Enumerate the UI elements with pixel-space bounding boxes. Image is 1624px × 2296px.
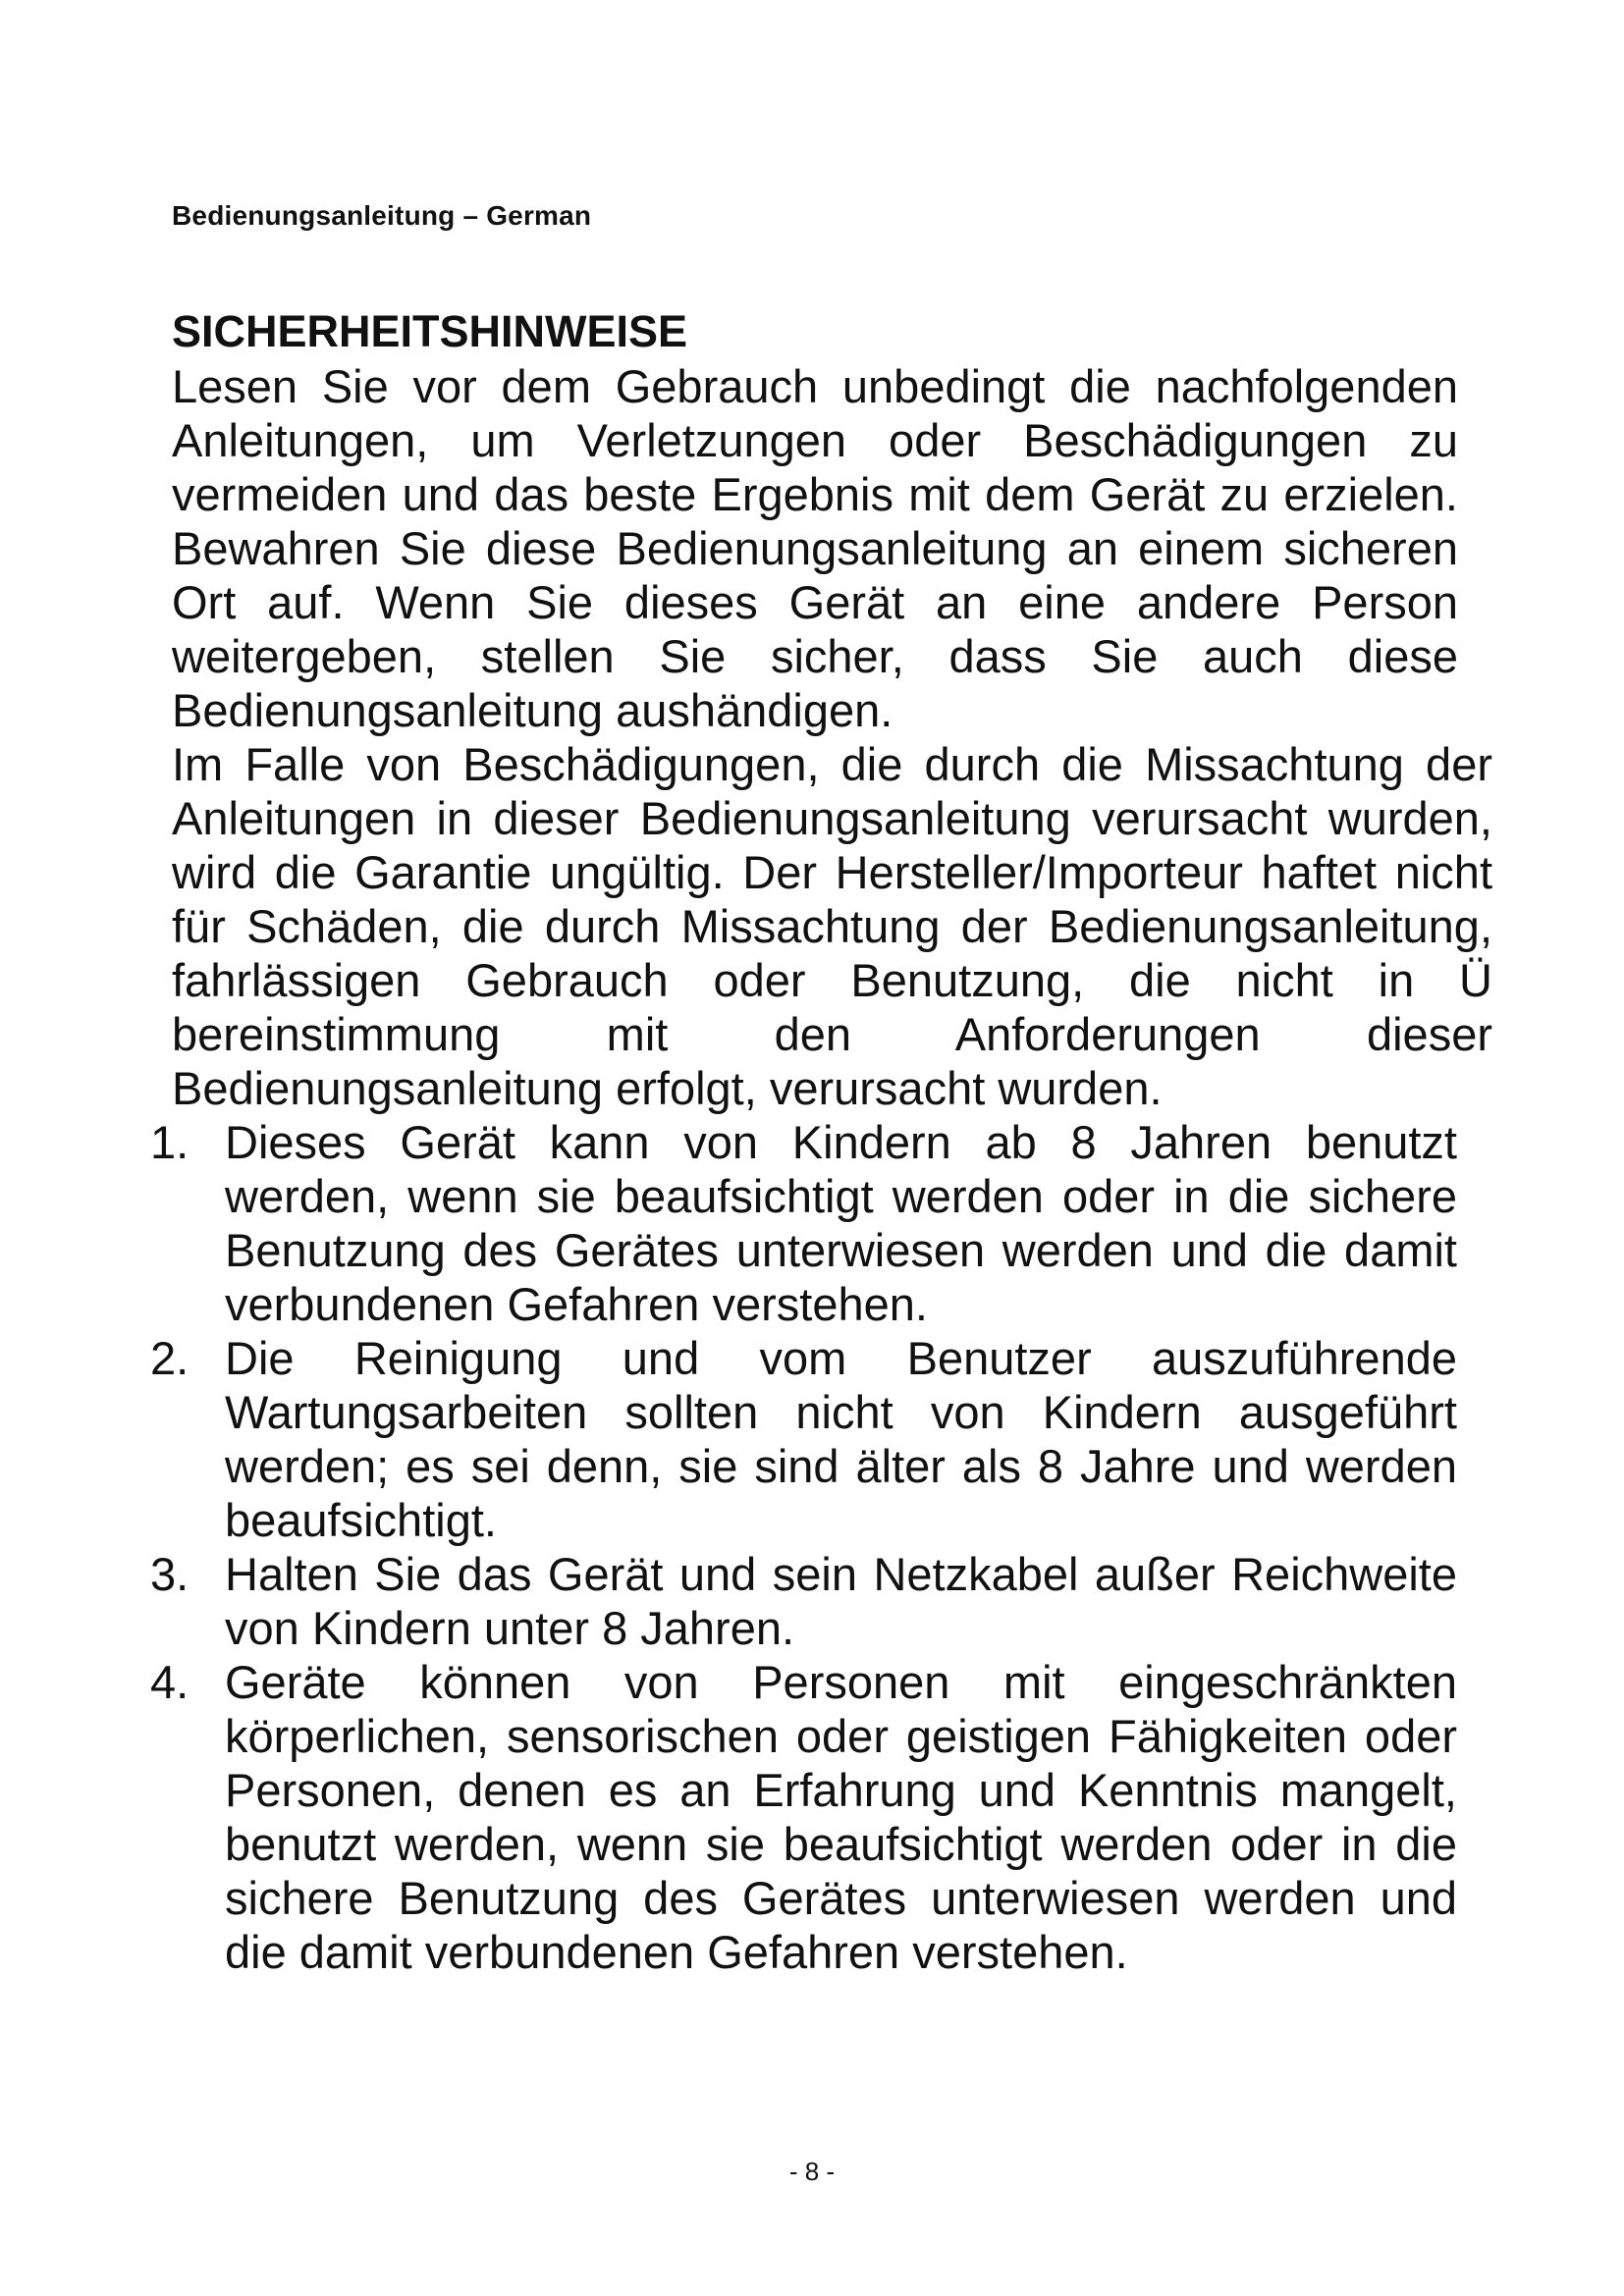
list-item xyxy=(150,1547,1457,1655)
warranty-paragraph: Im Falle von Beschädigungen, die durch die Missachtung der Anleitungen in dieser Bedienungsanleitung verursacht wurden, wird die Garantie ungültig. Der Hersteller/Importeur haftet nicht für Schäden, die durch Missachtung der Bedienungsanleitung, fahrlässigen Gebrauch oder Benutzung, die nicht in Ü bereinstimmung mit den Anforderungen dieser Bedienungsanleitung erfolgt, verursacht wurden. xyxy=(172,738,1492,1114)
list-item xyxy=(150,1115,1457,1331)
list-item-number: 2. xyxy=(150,1332,189,1384)
list-item-number: 4. xyxy=(150,1656,189,1708)
section-title: SICHERHEITSHINWEISE xyxy=(172,306,688,356)
list-item-text: Die Reinigung und vom Benutzer auszuführende Wartungsarbeiten sollten nicht von Kindern ausgeführt werden; es sei denn, sie sind älter als 8 Jahre und werden beaufsichtigt. xyxy=(225,1332,1457,1546)
page-number: - 8 - xyxy=(788,2157,836,2186)
intro-paragraph: Lesen Sie vor dem Gebrauch unbedingt die nachfolgenden Anleitungen, um Verletzungen oder Beschädigungen zu vermeiden und das beste Ergebnis mit dem Gerät zu erzielen. Bewahren Sie diese Bedienungsanleitung an einem sicheren Ort auf. Wenn Sie dieses Gerät an eine andere Person weitergeben, stellen Sie sicher, dass Sie auch diese Bedienungsanleitung aushändigen. xyxy=(172,360,1458,736)
list-item xyxy=(150,1655,1457,1979)
list-item-number: 3. xyxy=(150,1548,189,1600)
list-item-text: Geräte können von Personen mit eingeschränkten körperlichen, sensorischen oder geistigen Fähigkeiten oder Personen, denen es an Erfahrung und Kenntnis mangelt, benutzt werden, wenn sie beaufsichtigt werden oder in die sichere Benutzung des Gerätes unterwiesen werden und die damit verbundenen Gefahren verstehen. xyxy=(225,1656,1457,1978)
list-item-number: 1. xyxy=(150,1116,189,1168)
list-item-text: Halten Sie das Gerät und sein Netzkabel außer Reichweite von Kindern unter 8 Jahren. xyxy=(225,1548,1457,1654)
list-item-text: Dieses Gerät kann von Kindern ab 8 Jahren benutzt werden, wenn sie beaufsichtigt werden oder in die sichere Benutzung des Gerätes unterwiesen werden und die damit verbundenen Gefahren verstehen. xyxy=(225,1116,1457,1330)
safety-section xyxy=(150,304,1492,1979)
running-header: Bedienungsanleitung – German xyxy=(172,200,592,231)
safety-list xyxy=(150,1115,1492,1979)
list-item xyxy=(150,1331,1457,1547)
